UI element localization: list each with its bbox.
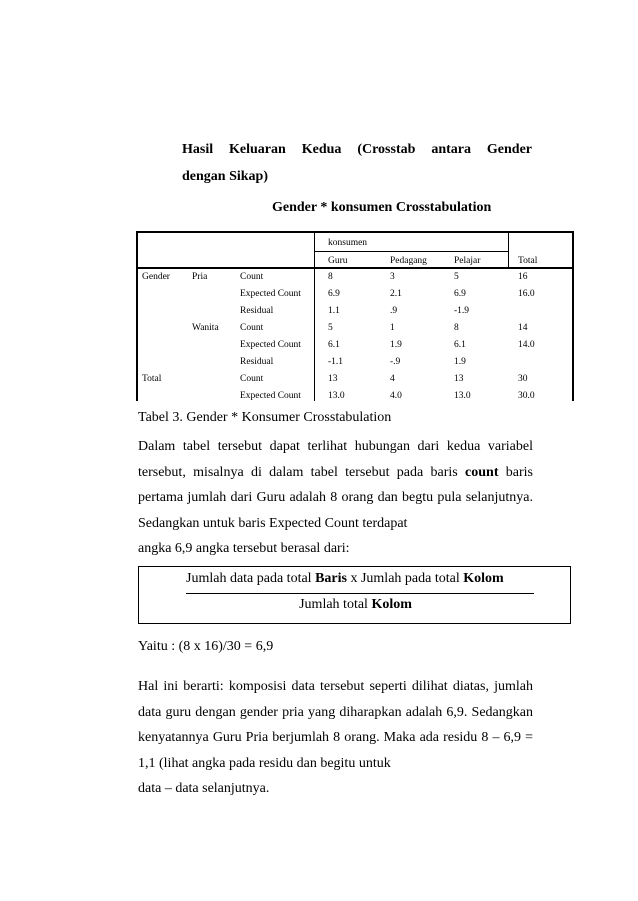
col-header-guru: Guru xyxy=(328,256,348,266)
paragraph-1-last-line: angka 6,9 angka tersebut berasal dari: xyxy=(138,541,350,556)
table-divider-stub xyxy=(314,233,315,401)
paragraph-2-last-line: data – data selanjutnya. xyxy=(138,781,270,796)
table-cell: 4 xyxy=(390,374,395,384)
row-statistic-label: Count xyxy=(240,323,264,333)
table-cell: 1.9 xyxy=(390,340,402,350)
paragraph-1 xyxy=(138,434,533,562)
table-cell: 30 xyxy=(518,374,528,384)
crosstab-table xyxy=(136,231,574,401)
heading-line-2: dengan Sikap) xyxy=(182,169,268,184)
table-cell: 6.1 xyxy=(454,340,466,350)
table-cell: 1.1 xyxy=(328,306,340,316)
formula-num-bold-kolom: Kolom xyxy=(463,571,504,586)
table-cell: 14.0 xyxy=(518,340,535,350)
table-cell: 8 xyxy=(328,272,333,282)
col-header-total: Total xyxy=(518,256,538,266)
paragraph-2-text: Hal ini berarti: komposisi data tersebut seperti dilihat diatas, jumlah data guru dengan gender pria yang diharapkan adalah 6,9. Sedangkan kenyatannya Guru Pria berjumlah 8 orang. Maka ada residu 8 – 6,9 = 1,1 (lihat angka pada residu dan begitu untuk xyxy=(138,679,533,771)
table-cell: 30.0 xyxy=(518,391,535,401)
table-caption: Tabel 3. Gender * Konsumer Crosstabulation xyxy=(138,410,392,425)
table-cell: 5 xyxy=(454,272,459,282)
table-cell: 3 xyxy=(390,272,395,282)
col-header-pelajar: Pelajar xyxy=(454,256,481,266)
table-cell: 2.1 xyxy=(390,289,402,299)
row-statistic-label: Count xyxy=(240,374,264,384)
heading-line-1: Hasil Keluaran Kedua (Crosstab antara Gender xyxy=(182,142,532,157)
formula-num-text-a: Jumlah data pada total xyxy=(186,571,316,586)
table-cell: 4.0 xyxy=(390,391,402,401)
table-cell: -1.1 xyxy=(328,357,344,367)
table-cell: 14 xyxy=(518,323,528,333)
table-cell: 16.0 xyxy=(518,289,535,299)
table-divider-total xyxy=(508,233,509,269)
table-cell: 5 xyxy=(328,323,333,333)
calculation-line: Yaitu : (8 x 16)/30 = 6,9 xyxy=(138,639,274,654)
formula-denominator xyxy=(139,597,570,613)
table-title: Gender * konsumen Crosstabulation xyxy=(272,200,492,215)
row-group-label: Gender xyxy=(142,272,170,282)
table-cell: -1.9 xyxy=(454,306,470,316)
row-statistic-label: Expected Count xyxy=(240,289,301,299)
section-heading xyxy=(182,136,532,190)
formula-den-text: Jumlah total xyxy=(299,597,372,612)
table-cell: 16 xyxy=(518,272,528,282)
formula-den-bold: Kolom xyxy=(371,597,412,612)
table-cell: 1 xyxy=(390,323,395,333)
fraction-bar xyxy=(186,593,534,594)
row-statistic-label: Expected Count xyxy=(240,391,301,401)
table-cell: 13.0 xyxy=(328,391,345,401)
paragraph-1-text-b: baris pertama jumlah dari Guru adalah 8 orang dan begtu pula selanjutnya. Sedangkan untuk baris Expected Count terdapat xyxy=(138,464,533,531)
table-cell: 6.1 xyxy=(328,340,340,350)
formula-num-bold-baris: Baris xyxy=(315,571,347,586)
table-cell: -.9 xyxy=(390,357,401,367)
row-group-label: Total xyxy=(142,374,162,384)
group-header: konsumen xyxy=(328,238,368,248)
row-subgroup-label: Pria xyxy=(192,272,208,282)
formula-box xyxy=(138,566,571,624)
table-cell: 13.0 xyxy=(454,391,471,401)
table-cell: .9 xyxy=(390,306,398,316)
paragraph-1-bold: count xyxy=(465,464,499,480)
row-subgroup-label: Wanita xyxy=(192,323,219,333)
col-header-pedagang: Pedagang xyxy=(390,256,427,266)
table-cell: 6.9 xyxy=(454,289,466,299)
table-cell: 13 xyxy=(328,374,338,384)
row-statistic-label: Count xyxy=(240,272,264,282)
row-statistic-label: Expected Count xyxy=(240,340,301,350)
table-cell: 13 xyxy=(454,374,464,384)
formula-num-text-c: x Jumlah pada total xyxy=(346,571,464,586)
table-cell: 1.9 xyxy=(454,357,466,367)
table-group-underline xyxy=(314,251,508,252)
row-statistic-label: Residual xyxy=(240,306,274,316)
formula-numerator xyxy=(186,571,504,587)
paragraph-1-text-a: Dalam tabel tersebut dapat terlihat hubungan dari kedua variabel tersebut, misalnya di dalam tabel tersebut pada baris xyxy=(138,439,533,480)
row-statistic-label: Residual xyxy=(240,357,274,367)
table-cell: 8 xyxy=(454,323,459,333)
paragraph-2 xyxy=(138,674,533,802)
table-cell: 6.9 xyxy=(328,289,340,299)
table-header-rule xyxy=(138,267,572,269)
